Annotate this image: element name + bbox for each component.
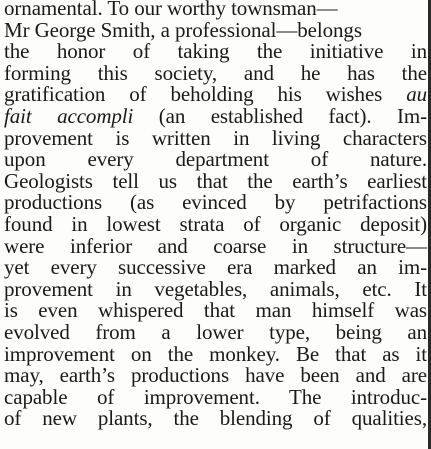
text-line: fait accompli (an established fact). Im- [4, 103, 427, 128]
text-line: evolved from a lower type, being an [4, 319, 427, 344]
text-line: upon every department of nature. [4, 147, 427, 172]
text-line: found in lowest strata of organic deposit) [4, 211, 427, 236]
text-line: ornamental. To our worthy townsman— [4, 0, 338, 20]
text-line: productions (as evinced by petrifactions [4, 190, 427, 215]
text-line: Geologists tell us that the earth’s earliest [4, 168, 427, 193]
text-line: forming this society, and he has the [4, 60, 427, 85]
text-line: provement is written in living characters [4, 125, 427, 150]
text-line: improvement on the monkey. Be that as it [4, 341, 427, 366]
text-line: is even whispered that man himself was [4, 298, 427, 323]
text-line: gratification of beholding his wishes au [4, 82, 427, 107]
text-line: of new plants, the blending of qualities, [4, 406, 427, 431]
text-line: capable of improvement. The introduc- [4, 384, 427, 409]
text-line: the honor of taking the initiative in [4, 39, 427, 64]
text-line: yet every successive era marked an im- [4, 255, 427, 280]
text-line: provement in vegetables, animals, etc. It [4, 276, 427, 301]
text-line: may, earth’s productions have been and are [4, 363, 427, 388]
article-text [4, 0, 427, 430]
text-line: Mr George Smith, a professional—belongs [4, 17, 362, 42]
text-line: were inferior and coarse in structure— [4, 233, 427, 258]
